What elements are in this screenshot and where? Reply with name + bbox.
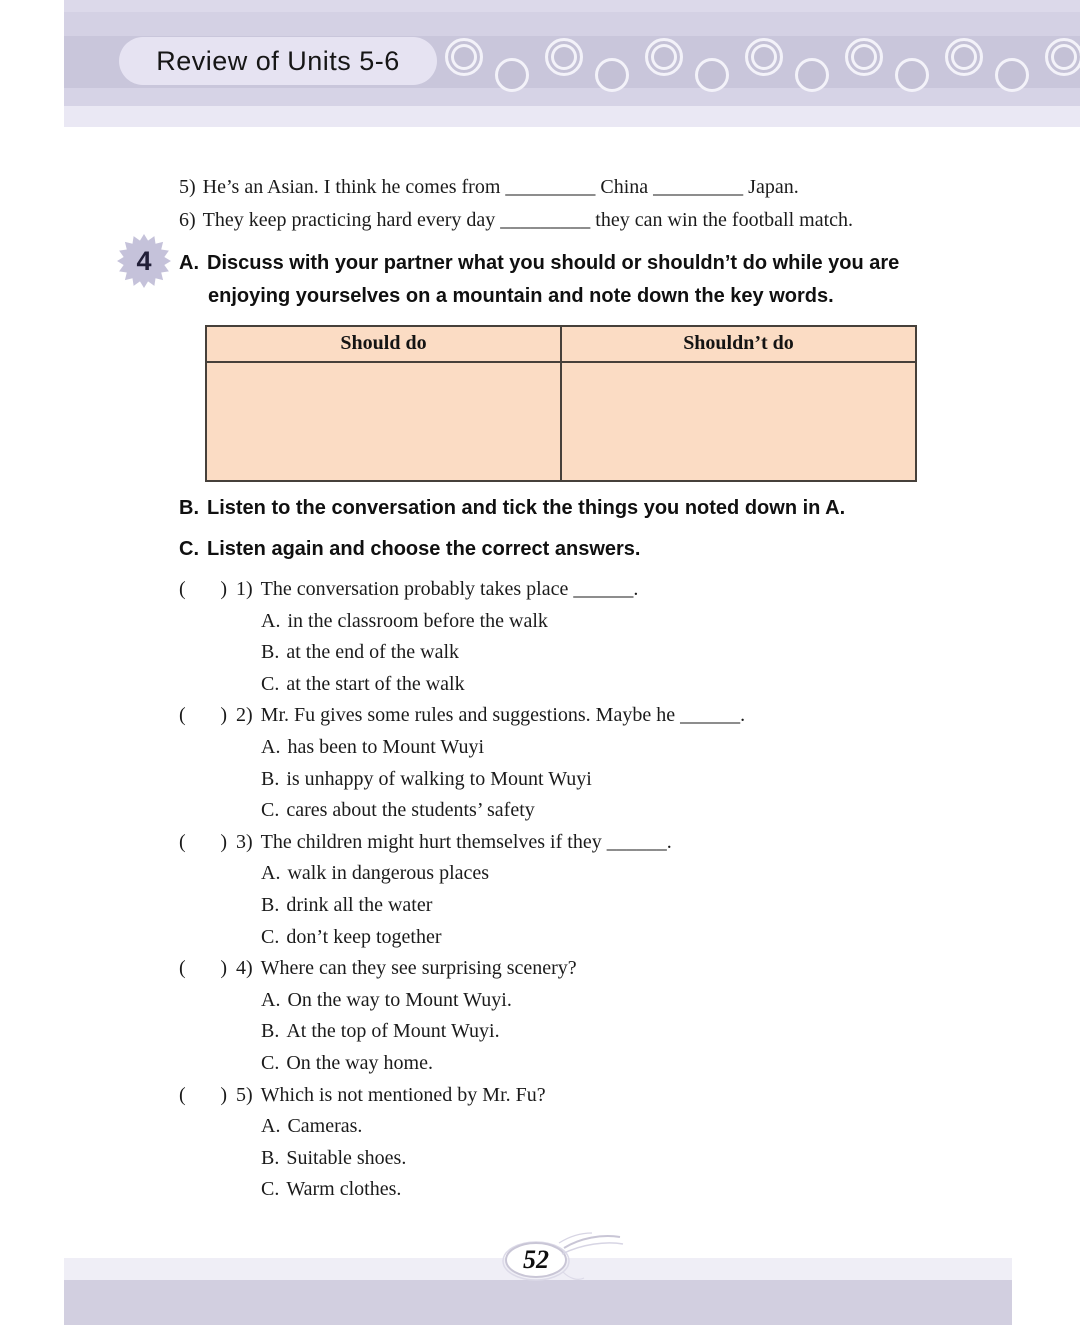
table-cell-shouldnt <box>560 363 915 480</box>
option-a <box>0 606 745 638</box>
question-text: Mr. Fu gives some rules and suggestions. Maybe he ______. <box>260 704 746 727</box>
option-a <box>0 1111 745 1143</box>
option-a <box>0 732 745 764</box>
question-line <box>0 827 745 859</box>
question-line <box>0 1080 745 1112</box>
answer-parentheses: ( ) <box>179 1083 227 1106</box>
option-letter: B. <box>261 1020 280 1043</box>
circle-icon <box>595 58 629 92</box>
question-list <box>0 574 745 1206</box>
option-text: walk in dangerous places <box>287 862 490 885</box>
page-number: 52 <box>523 1245 549 1274</box>
option-text: cares about the students’ safety <box>286 799 535 822</box>
fill-in-item-6 <box>179 204 853 237</box>
question-3 <box>0 827 745 953</box>
option-text: has been to Mount Wuyi <box>287 735 485 758</box>
circle-icon <box>445 38 483 76</box>
answer-parentheses: ( ) <box>179 578 227 600</box>
answer-parentheses: ( ) <box>179 830 227 853</box>
table-header-should: Should do <box>340 332 427 354</box>
circle-icon <box>545 38 583 76</box>
question-text: The conversation probably takes place ______. <box>260 578 639 600</box>
option-letter: C. <box>261 1178 280 1201</box>
table-cell-should <box>207 363 560 480</box>
option-letter: B. <box>261 893 280 916</box>
option-text: drink all the water <box>286 893 433 916</box>
option-letter: C. <box>261 799 280 822</box>
option-text: don’t keep together <box>286 925 442 948</box>
header-band <box>64 0 1080 127</box>
table-header-row <box>207 327 915 363</box>
section-text: Discuss with your partner what you should or shouldn’t do while you are enjoying yourselves on a mountain and note down the key words. <box>207 252 900 307</box>
table-header-shouldnt: Shouldn’t do <box>560 327 915 361</box>
answer-parentheses: ( ) <box>179 957 227 980</box>
circle-icon <box>495 58 529 92</box>
question-5 <box>0 1080 745 1206</box>
option-text: is unhappy of walking to Mount Wuyi <box>286 767 592 790</box>
table-body-row <box>207 363 915 480</box>
option-text: On the way home. <box>286 1051 433 1074</box>
page-title <box>119 37 437 85</box>
option-text: at the end of the walk <box>286 641 460 664</box>
question-number: 2) <box>236 704 253 727</box>
option-letter: B. <box>261 1146 280 1169</box>
option-a <box>0 985 745 1017</box>
circle-icon <box>945 38 983 76</box>
answer-parentheses: ( ) <box>179 704 227 727</box>
section-c-heading <box>179 533 640 566</box>
question-number: 1) <box>236 578 253 600</box>
circle-icon <box>645 38 683 76</box>
question-line <box>0 574 745 606</box>
question-2 <box>0 700 745 826</box>
option-letter: A. <box>261 1115 281 1138</box>
option-letter: C. <box>261 672 280 695</box>
option-text: At the top of Mount Wuyi. <box>286 1020 500 1043</box>
item-text: They keep practicing hard every day _________ they can win the football match. <box>202 208 854 231</box>
option-letter: A. <box>261 735 281 758</box>
option-b <box>0 1016 745 1048</box>
question-number: 4) <box>236 957 253 980</box>
option-c <box>0 669 745 701</box>
section-label: B. <box>179 497 199 519</box>
circle-icon <box>995 58 1029 92</box>
option-letter: C. <box>261 925 280 948</box>
option-c <box>0 795 745 827</box>
option-b <box>0 637 745 669</box>
circle-icon <box>1045 38 1080 76</box>
section-text: Listen again and choose the correct answers. <box>207 538 641 560</box>
circle-icon <box>895 58 929 92</box>
question-1 <box>0 574 745 700</box>
question-number: 5) <box>236 1083 253 1106</box>
question-text: Which is not mentioned by Mr. Fu? <box>260 1083 546 1106</box>
circle-icon <box>695 58 729 92</box>
section-b-heading <box>179 492 845 525</box>
option-c <box>0 1174 745 1206</box>
option-letter: B. <box>261 767 280 790</box>
section-label: C. <box>179 538 199 560</box>
option-text: at the start of the walk <box>286 672 465 695</box>
item-number: 6) <box>179 208 196 231</box>
circle-icon <box>845 38 883 76</box>
question-number: 3) <box>236 830 253 853</box>
item-text: He’s an Asian. I think he comes from _________ China _________ Japan. <box>202 176 799 198</box>
option-letter: A. <box>261 862 281 885</box>
question-text: The children might hurt themselves if they ______. <box>260 830 672 853</box>
option-letter: A. <box>261 988 281 1011</box>
section-label: A. <box>179 252 199 274</box>
option-text: Suitable shoes. <box>286 1146 407 1169</box>
option-text: Warm clothes. <box>286 1178 402 1201</box>
question-4 <box>0 953 745 1079</box>
option-b <box>0 890 745 922</box>
option-c <box>0 1048 745 1080</box>
option-text: Cameras. <box>287 1115 363 1138</box>
option-letter: A. <box>261 609 281 632</box>
question-line <box>0 700 745 732</box>
option-b <box>0 1143 745 1175</box>
circle-icon <box>795 58 829 92</box>
option-a <box>0 858 745 890</box>
section-text: Listen to the conversation and tick the things you noted down in A. <box>207 497 846 519</box>
section-a-heading <box>179 247 978 313</box>
item-number: 5) <box>179 176 196 198</box>
fill-in-item-5 <box>179 171 853 204</box>
page-title-label: Review of Units 5-6 <box>156 45 400 76</box>
option-letter: B. <box>261 641 280 664</box>
fill-in-items <box>179 171 853 236</box>
circle-icon <box>745 38 783 76</box>
option-c <box>0 922 745 954</box>
option-text: in the classroom before the walk <box>287 609 548 632</box>
option-text: On the way to Mount Wuyi. <box>287 988 512 1011</box>
option-b <box>0 764 745 796</box>
question-text: Where can they see surprising scenery? <box>260 957 577 980</box>
option-letter: C. <box>261 1051 280 1074</box>
should-table <box>205 325 917 482</box>
question-line <box>0 953 745 985</box>
exercise-number: 4 <box>136 245 152 276</box>
